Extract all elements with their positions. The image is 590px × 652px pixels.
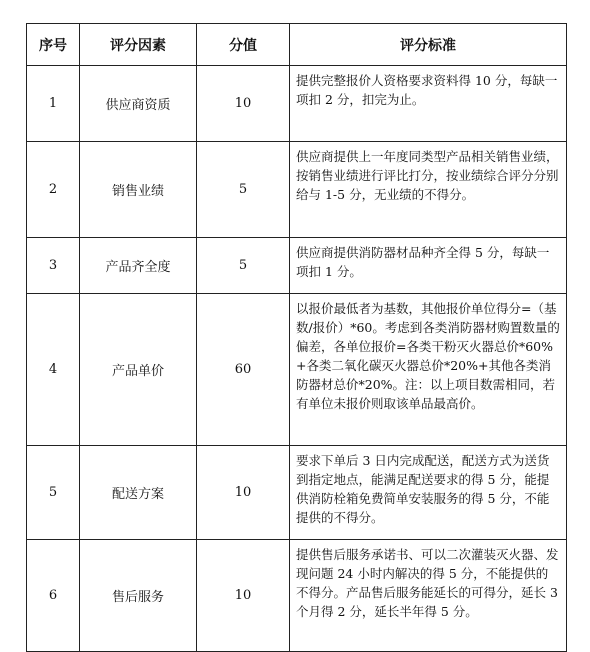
header-criteria: 评分标准 bbox=[290, 24, 567, 66]
row-criteria: 提供售后服务承诺书、可以二次灌装灭火器、发现问题 24 小时内解决的得 5 分，不能提供的不得分。产品售后服务能延长的可得分，延长 3 个月得 2 分，延长半年得 5 分。 bbox=[290, 540, 567, 652]
table-row bbox=[27, 142, 567, 238]
row-criteria: 供应商提供消防器材品种齐全得 5 分，每缺一项扣 1 分。 bbox=[290, 238, 567, 294]
scoring-table bbox=[26, 23, 567, 652]
row-criteria: 供应商提供上一年度同类型产品相关销售业绩，按销售业绩进行评比打分，按业绩综合评分分别给与 1-5 分，无业绩的不得分。 bbox=[290, 142, 567, 238]
row-factor: 产品单价 bbox=[80, 294, 197, 446]
table-row bbox=[27, 66, 567, 142]
header-factor: 评分因素 bbox=[80, 24, 197, 66]
row-score: 10 bbox=[197, 446, 290, 540]
scoring-table-container bbox=[26, 23, 566, 652]
row-factor: 销售业绩 bbox=[80, 142, 197, 238]
table-row bbox=[27, 446, 567, 540]
row-number: 1 bbox=[27, 66, 80, 142]
row-factor: 产品齐全度 bbox=[80, 238, 197, 294]
row-criteria: 要求下单后 3 日内完成配送，配送方式为送货到指定地点，能满足配送要求的得 5 分，能提供消防栓箱免费简单安装服务的得 5 分，不能提供的不得分。 bbox=[290, 446, 567, 540]
table-row bbox=[27, 294, 567, 446]
row-number: 5 bbox=[27, 446, 80, 540]
table-row bbox=[27, 540, 567, 652]
row-score: 5 bbox=[197, 238, 290, 294]
header-score: 分值 bbox=[197, 24, 290, 66]
row-score: 60 bbox=[197, 294, 290, 446]
row-number: 6 bbox=[27, 540, 80, 652]
row-number: 4 bbox=[27, 294, 80, 446]
row-score: 5 bbox=[197, 142, 290, 238]
table-row bbox=[27, 238, 567, 294]
header-row bbox=[27, 24, 567, 66]
row-criteria: 以报价最低者为基数，其他报价单位得分=（基数/报价）*60。考虑到各类消防器材购置数量的偏差，各单位报价=各类干粉灭火器总价*60%+各类二氧化碳灭火器总价*20%+其他各类消防器材总价*20%。注：以上项目数需相同，若有单位未报价则取该单品最高价。 bbox=[290, 294, 567, 446]
row-factor: 售后服务 bbox=[80, 540, 197, 652]
row-score: 10 bbox=[197, 66, 290, 142]
row-number: 3 bbox=[27, 238, 80, 294]
row-score: 10 bbox=[197, 540, 290, 652]
row-factor: 配送方案 bbox=[80, 446, 197, 540]
row-criteria: 提供完整报价人资格要求资料得 10 分，每缺一项扣 2 分，扣完为止。 bbox=[290, 66, 567, 142]
header-no: 序号 bbox=[27, 24, 80, 66]
row-factor: 供应商资质 bbox=[80, 66, 197, 142]
row-number: 2 bbox=[27, 142, 80, 238]
